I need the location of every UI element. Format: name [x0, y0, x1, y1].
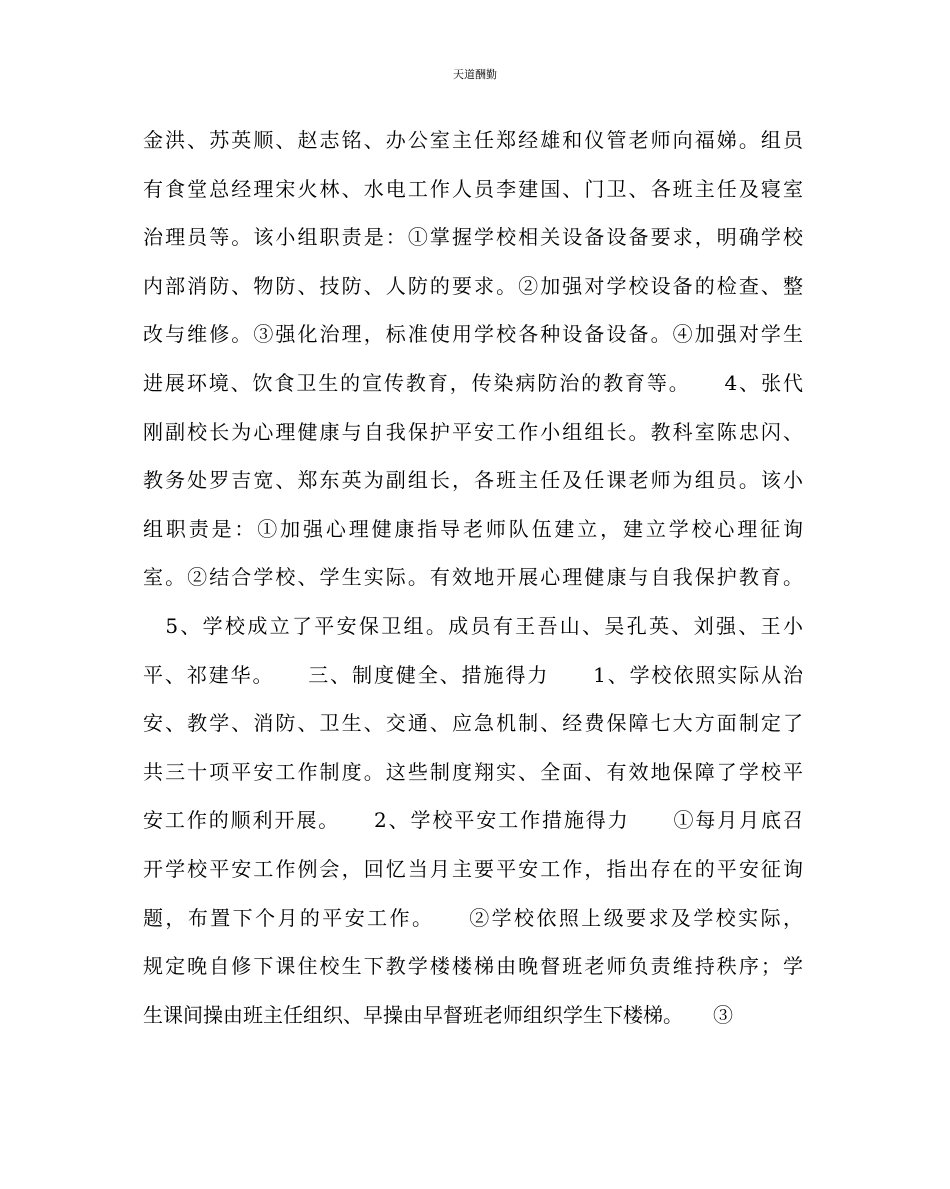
text-line: 进展环境、饮食卫生的宣传教育，传染病防治的教育等。 4、张代 [143, 370, 803, 395]
text-line: 平、祁建华。 三、制度健全、措施得力 1、学校依照实际从治 [143, 662, 803, 687]
text-line: 5、学校成立了平安保卫组。成员有王吾山、吴孔英、刘强、王小 [143, 613, 803, 638]
text-line: 生课间操由班主任组织、早操由早督班老师组织学生下楼梯。 ③ [143, 1002, 733, 1027]
text-line: 治理员等。该小组职责是：①掌握学校相关设备设备要求，明确学校 [143, 225, 803, 250]
page-header: 天道酬勤 [453, 68, 497, 81]
text-line: 改与维修。③强化治理，标准使用学校各种设备设备。④加强对学生 [143, 322, 803, 347]
text-line: 安、教学、消防、卫生、交通、应急机制、经费保障七大方面制定了 [143, 711, 803, 736]
text-line: 室。②结合学校、学生实际。有效地开展心理健康与自我保护教育。 [143, 565, 803, 590]
text-line: 开学校平安工作例会，回忆当月主要平安工作，指出存在的平安征询 [143, 856, 803, 881]
text-line: 内部消防、物防、技防、人防的要求。②加强对学校设备的检查、整 [143, 273, 803, 298]
text-line: 金洪、苏英顺、赵志铭、办公室主任郑经雄和仪管老师向福娣。组员 [143, 128, 803, 152]
text-line: 组职责是：①加强心理健康指导老师队伍建立，建立学校心理征询 [143, 516, 803, 541]
text-line: 有食堂总经理宋火林、水电工作人员李建国、门卫、各班主任及寝室 [143, 176, 803, 201]
text-line: 题，布置下个月的平安工作。 ②学校依照上级要求及学校实际， [143, 905, 803, 930]
text-line: 安工作的顺利开展。 2、学校平安工作措施得力 ①每月月底召 [143, 808, 803, 833]
body-text [143, 127, 803, 1050]
text-line: 规定晚自修下课住校生下教学楼楼梯由晚督班老师负责维持秩序；学 [143, 954, 803, 979]
text-line: 教务处罗吉宽、郑东英为副组长，各班主任及任课老师为组员。该小 [143, 468, 803, 493]
text-line: 共三十项平安工作制度。这些制度翔实、全面、有效地保障了学校平 [143, 759, 803, 784]
text-line: 刚副校长为心理健康与自我保护平安工作小组组长。教科室陈忠闪、 [143, 419, 803, 444]
